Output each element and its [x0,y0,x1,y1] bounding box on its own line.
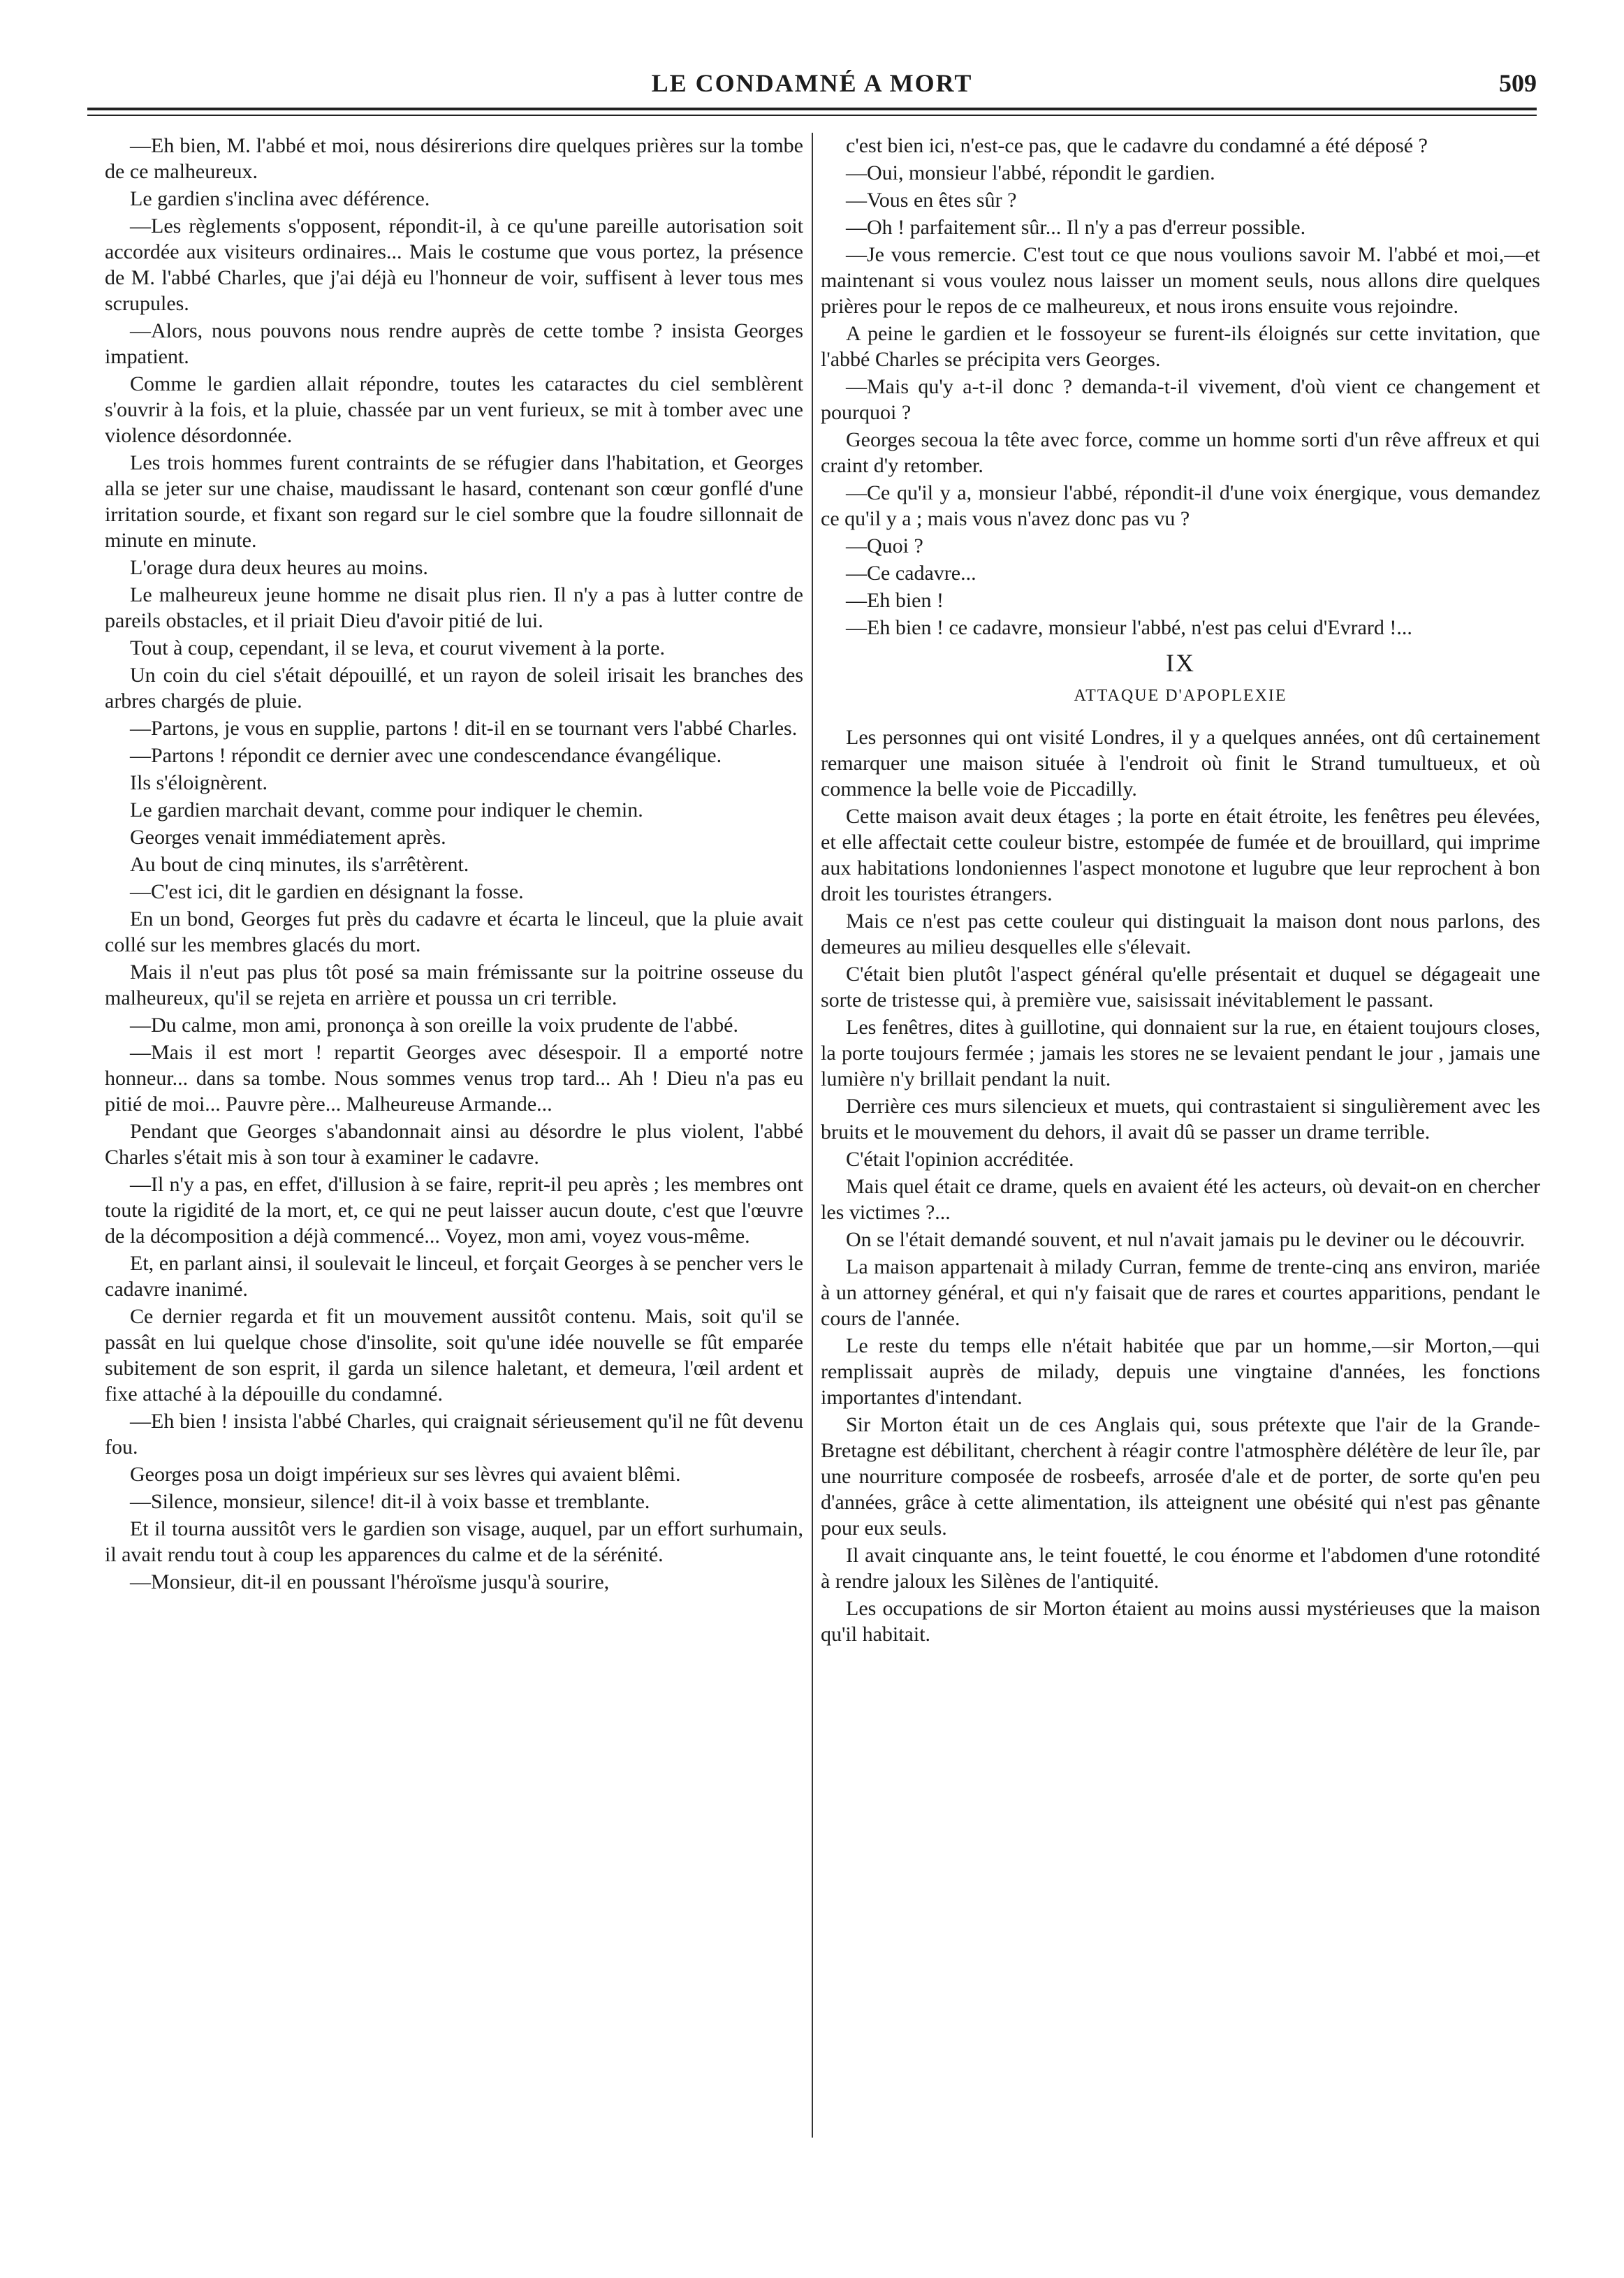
paragraph: Et, en parlant ainsi, il soulevait le linceul, et forçait Georges à se pencher vers le cadavre inanimé. [105,1252,803,1301]
paragraph: —Partons, je vous en supplie, partons ! dit-il en se tournant vers l'abbé Charles. [130,717,798,740]
chapter-title: ATTAQUE D'APOPLEXIE [1074,687,1287,705]
paragraph: —Eh bien, M. l'abbé et moi, nous désirerions dire quelques prières sur la tombe de ce malheureux. [105,134,803,183]
paragraph: —Du calme, mon ami, prononça à son oreille la voix prudente de l'abbé. [130,1014,738,1037]
paragraph: Il avait cinquante ans, le teint fouetté, le cou énorme et l'abdomen d'une rotondité à rendre jaloux les Silènes de l'antiquité. [821,1544,1540,1593]
paragraph: Cette maison avait deux étages ; la porte en était étroite, les fenêtres peu élevées, et elle affectait cette couleur bistre, estompée de fumée et de brouillard, qui imprime aux habitations londoniennes l'aspect monotone et lugubre que leur reprochent à bon droit les touristes étrangers. [821,805,1540,905]
paragraph: —Monsieur, dit-il en poussant l'héroïsme jusqu'à sourire, [130,1570,610,1593]
paragraph: —Quoi ? [846,534,923,557]
paragraph: —Mais qu'y a-t-il donc ? demanda-t-il vivement, d'où vient ce changement et pourquoi ? [821,375,1540,424]
paragraph: Derrière ces murs silencieux et muets, qui contrastaient si singulièrement avec les bruits et le mouvement du dehors, il avait dû se passer un drame terrible. [821,1095,1540,1144]
paragraph: —Mais il est mort ! repartit Georges avec désespoir. Il a emporté notre honneur... dans sa tombe. Nous sommes venus trop tard... Ah ! Dieu n'a pas eu pitié de moi... Pauvre père... Malheureuse Armande... [105,1041,803,1116]
paragraph: A peine le gardien et le fossoyeur se furent-ils éloignés sur cette invitation, que l'abbé Charles se précipita vers Georges. [821,322,1540,371]
paragraph: Le gardien s'inclina avec déférence. [130,187,430,210]
paragraph: Les fenêtres, dites à guillotine, qui donnaient sur la rue, en étaient toujours closes, la porte toujours fermée ; jamais les stores ne se levaient pendant le jour , jamais une lumière n'y brillait pendant la nuit. [821,1016,1540,1090]
paragraph: —C'est ici, dit le gardien en désignant la fosse. [130,880,524,903]
paragraph: —Partons ! répondit ce dernier avec une condescendance évangélique. [130,744,722,767]
paragraph: —Oh ! parfaitement sûr... Il n'y a pas d'erreur possible. [846,216,1306,239]
paragraph: C'était bien plutôt l'aspect général qu'elle présentait et duquel se dégageait une sorte de tristesse qui, à première vue, saisissait inévitablement le passant. [821,963,1540,1012]
paragraph: Les trois hommes furent contraints de se réfugier dans l'habitation, et Georges alla se jeter sur une chaise, maudissant le hasard, contenant son cœur gonflé d'une irritation sourde, et fixant son regard sur le ciel sombre que la foudre sillonnait de minute en minute. [105,451,803,552]
paragraph: —Oui, monsieur l'abbé, répondit le gardien. [846,161,1215,184]
paragraph: —Vous en êtes sûr ? [846,189,1017,212]
paragraph: Georges venait immédiatement après. [130,826,446,849]
paragraph: —Ce cadavre... [846,562,976,585]
paragraph: Le gardien marchait devant, comme pour indiquer le chemin. [130,798,643,822]
paragraph: Les occupations de sir Morton étaient au moins aussi mystérieuses que la maison qu'il habitait. [821,1597,1540,1646]
paragraph: —Eh bien ! [846,589,944,612]
paragraph: Georges secoua la tête avec force, comme un homme sorti d'un rêve affreux et qui craint d'y retomber. [821,428,1540,477]
paragraph: Mais quel était ce drame, quels en avaient été les acteurs, où devait-on en chercher les victimes ?... [821,1175,1540,1224]
paragraph: On se l'était demandé souvent, et nul n'avait jamais pu le deviner ou le découvrir. [846,1228,1526,1251]
paragraph: —Silence, monsieur, silence! dit-il à voix basse et tremblante. [130,1490,650,1513]
paragraph: Mais ce n'est pas cette couleur qui distinguait la maison dont nous parlons, des demeures au milieu desquelles elle s'élevait. [821,910,1540,958]
paragraph: Pendant que Georges s'abandonnait ainsi au désordre le plus violent, l'abbé Charles s'était mis à son tour à examiner le cadavre. [105,1120,803,1169]
paragraph: La maison appartenait à milady Curran, femme de trente-cinq ans environ, mariée à un attorney général, et qui n'y faisait que de rares et courtes apparitions, pendant le cours de l'année. [821,1255,1540,1330]
paragraph: Ils s'éloignèrent. [130,771,268,794]
paragraph: Au bout de cinq minutes, ils s'arrêtèrent. [130,853,469,876]
paragraph: Comme le gardien allait répondre, toutes les cataractes du ciel semblèrent s'ouvrir à la fois, et la pluie, chassée par un vent furieux, se mit à tomber avec une violence désordonnée. [105,372,803,447]
left-column [105,133,803,1596]
paragraph: c'est bien ici, n'est-ce pas, que le cadavre du condamné a été déposé ? [846,134,1428,157]
page-header [87,64,1537,113]
paragraph: —Alors, nous pouvons nous rendre auprès de cette tombe ? insista Georges impatient. [105,319,803,368]
paragraph: —Eh bien ! insista l'abbé Charles, qui craignait sérieusement qu'il ne fût devenu fou. [105,1410,803,1459]
paragraph: Les personnes qui ont visité Londres, il y a quelques années, ont dû certainement remarquer une maison située à l'endroit où finit le Strand tumultueux, et où commence la belle voie de Piccadilly. [821,726,1540,801]
paragraph: Ce dernier regarda et fit un mouvement aussitôt contenu. Mais, soit qu'il se passât en lui quelque chose d'insolite, soit qu'une idée nouvelle se fût emparée subitement de son esprit, il garda un silence haletant, et demeura, l'œil ardent et fixe attaché à la dépouille du condamné. [105,1305,803,1406]
paragraph: —Il n'y a pas, en effet, d'illusion à se faire, reprit-il peu après ; les membres ont toute la rigidité de la mort, et, ce qui ne peut laisser aucun doute, c'est que l'œuvre de la décomposition a déjà commencé... Voyez, mon ami, voyez vous-même. [105,1173,803,1248]
paragraph: Tout à coup, cependant, il se leva, et courut vivement à la porte. [130,636,665,659]
page-number: 509 [1499,69,1537,97]
running-title: LE CONDAMNÉ A MORT [651,69,973,97]
paragraph: Un coin du ciel s'était dépouillé, et un rayon de soleil irisait les branches des arbres chargés de pluie. [105,664,803,713]
paragraph: L'orage dura deux heures au moins. [130,556,428,579]
paragraph: Georges posa un doigt impérieux sur ses lèvres qui avaient blêmi. [130,1463,681,1486]
paragraph: Sir Morton était un de ces Anglais qui, sous prétexte que l'air de la Grande-Bretagne est débilitant, cherchent à réagir contre l'atmosphère délétère de leur île, par une nourriture composée de rosbeefs, arrosée d'ale et de porter, de sorte qu'en peu d'années, grâce à cette alimentation, ils atteignent une obésité qui n'est pas gênante pour eux seuls. [821,1413,1540,1540]
paragraph: —Les règlements s'opposent, répondit-il, à ce qu'une pareille autorisation soit accordée aux visiteurs ordinaires... Mais le costume que vous portez, la présence de M. l'abbé Charles, que j'ai déjà eu l'honneur de voir, suffisent à lever tous mes scrupules. [105,214,803,315]
paragraph: Le malheureux jeune homme ne disait plus rien. Il n'y a pas à lutter contre de pareils obstacles, et il priait Dieu d'avoir pitié de lui. [105,583,803,632]
right-column-bottom-text [821,724,1540,1647]
paragraph: Et il tourna aussitôt vers le gardien son visage, auquel, par un effort surhumain, il avait rendu tout à coup les apparences du calme et de la sérénité. [105,1517,803,1566]
paragraph: Mais il n'eut pas plus tôt posé sa main frémissante sur la poitrine osseuse du malheureux, qu'il se rejeta en arrière et poussa un cri terrible. [105,961,803,1009]
header-rule-thick [87,108,1537,110]
paragraph: Le reste du temps elle n'était habitée que par un homme,—sir Morton,—qui remplissait auprès de milady, depuis une vingtaine d'années, les fonctions importantes d'intendant. [821,1334,1540,1409]
paragraph: En un bond, Georges fut près du cadavre et écarta le linceul, que la pluie avait collé sur les membres glacés du mort. [105,907,803,956]
header-rule-thin [87,115,1537,116]
paragraph: —Eh bien ! ce cadavre, monsieur l'abbé, n'est pas celui d'Evrard !... [846,616,1412,639]
column-divider [812,133,813,2138]
right-column-top-text [821,133,1540,641]
chapter-number: IX [1166,649,1195,677]
paragraph: —Je vous remercie. C'est tout ce que nous voulions savoir M. l'abbé et moi,—et maintenant si vous voulez nous laisser un moment seuls, nous allons dire quelques prières pour le repos de ce malheureux, et nous irons ensuite vous rejoindre. [821,243,1540,318]
paragraph: —Ce qu'il y a, monsieur l'abbé, répondit-il d'une voix énergique, vous demandez ce qu'il y a ; mais vous n'avez donc pas vu ? [821,481,1540,530]
right-column [821,133,1540,1649]
paragraph: C'était l'opinion accréditée. [846,1148,1074,1171]
